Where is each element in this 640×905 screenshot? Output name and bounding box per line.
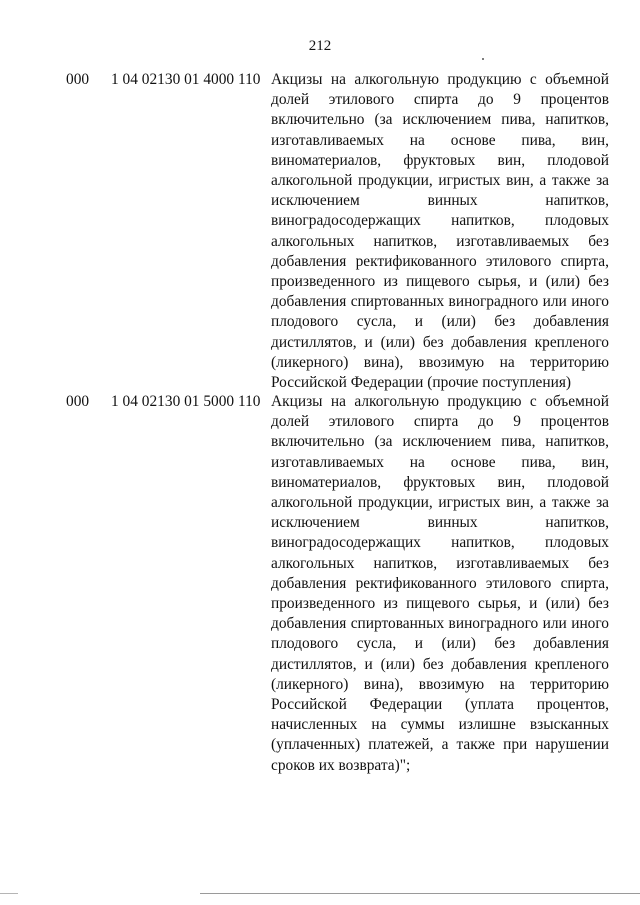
scan-edge-mark xyxy=(0,893,18,894)
admin-code: 000 xyxy=(66,71,90,88)
page-number: 212 xyxy=(308,38,332,54)
budget-classification-code: 1 04 02130 01 5000 110 xyxy=(111,393,261,410)
admin-code: 000 xyxy=(66,393,90,410)
scan-artifact-dot xyxy=(482,58,484,60)
scan-bottom-line xyxy=(200,893,640,894)
entry-description: Акцизы на алкогольную продукцию с объемной долей этилового спирта до 9 процентов включительно (за исключением пива, напитков, изготавливаемых на основе пива, вин, виноматериалов, фруктовых вин, плодовой алкогольной продукции, игристых вин, а также за исключением винных напитков, виноградосодержащих напитков, плодовых алкогольных напитков, изготавливаемых без добавления ректификованного этилового спирта, произведенного из пищевого сырья, и (или) без добавления спиртованных виноградного или иного плодового сусла, и (или) без добавления дистиллятов, и (или) без добавления крепленого (ликерного) вина), ввозимую на территорию Российской Федерации (уплата процентов, начисленных на суммы излишне взысканных (уплаченных) платежей, а также при нарушении сроков их возврата)"; xyxy=(271,393,609,774)
entry-description: Акцизы на алкогольную продукцию с объемной долей этилового спирта до 9 процентов включительно (за исключением пива, напитков, изготавливаемых на основе пива, вин, виноматериалов, фруктовых вин, плодовой алкогольной продукции, игристых вин, а также за исключением винных напитков, виноградосодержащих напитков, плодовых алкогольных напитков, изготавливаемых без добавления ректификованного этилового спирта, произведенного из пищевого сырья, и (или) без добавления спиртованных виноградного или иного плодового сусла, и (или) без добавления дистиллятов, и (или) без добавления крепленого (ликерного) вина), ввозимую на территорию Российской Федерации (прочие поступления) xyxy=(271,71,609,392)
budget-classification-code: 1 04 02130 01 4000 110 xyxy=(111,71,261,88)
